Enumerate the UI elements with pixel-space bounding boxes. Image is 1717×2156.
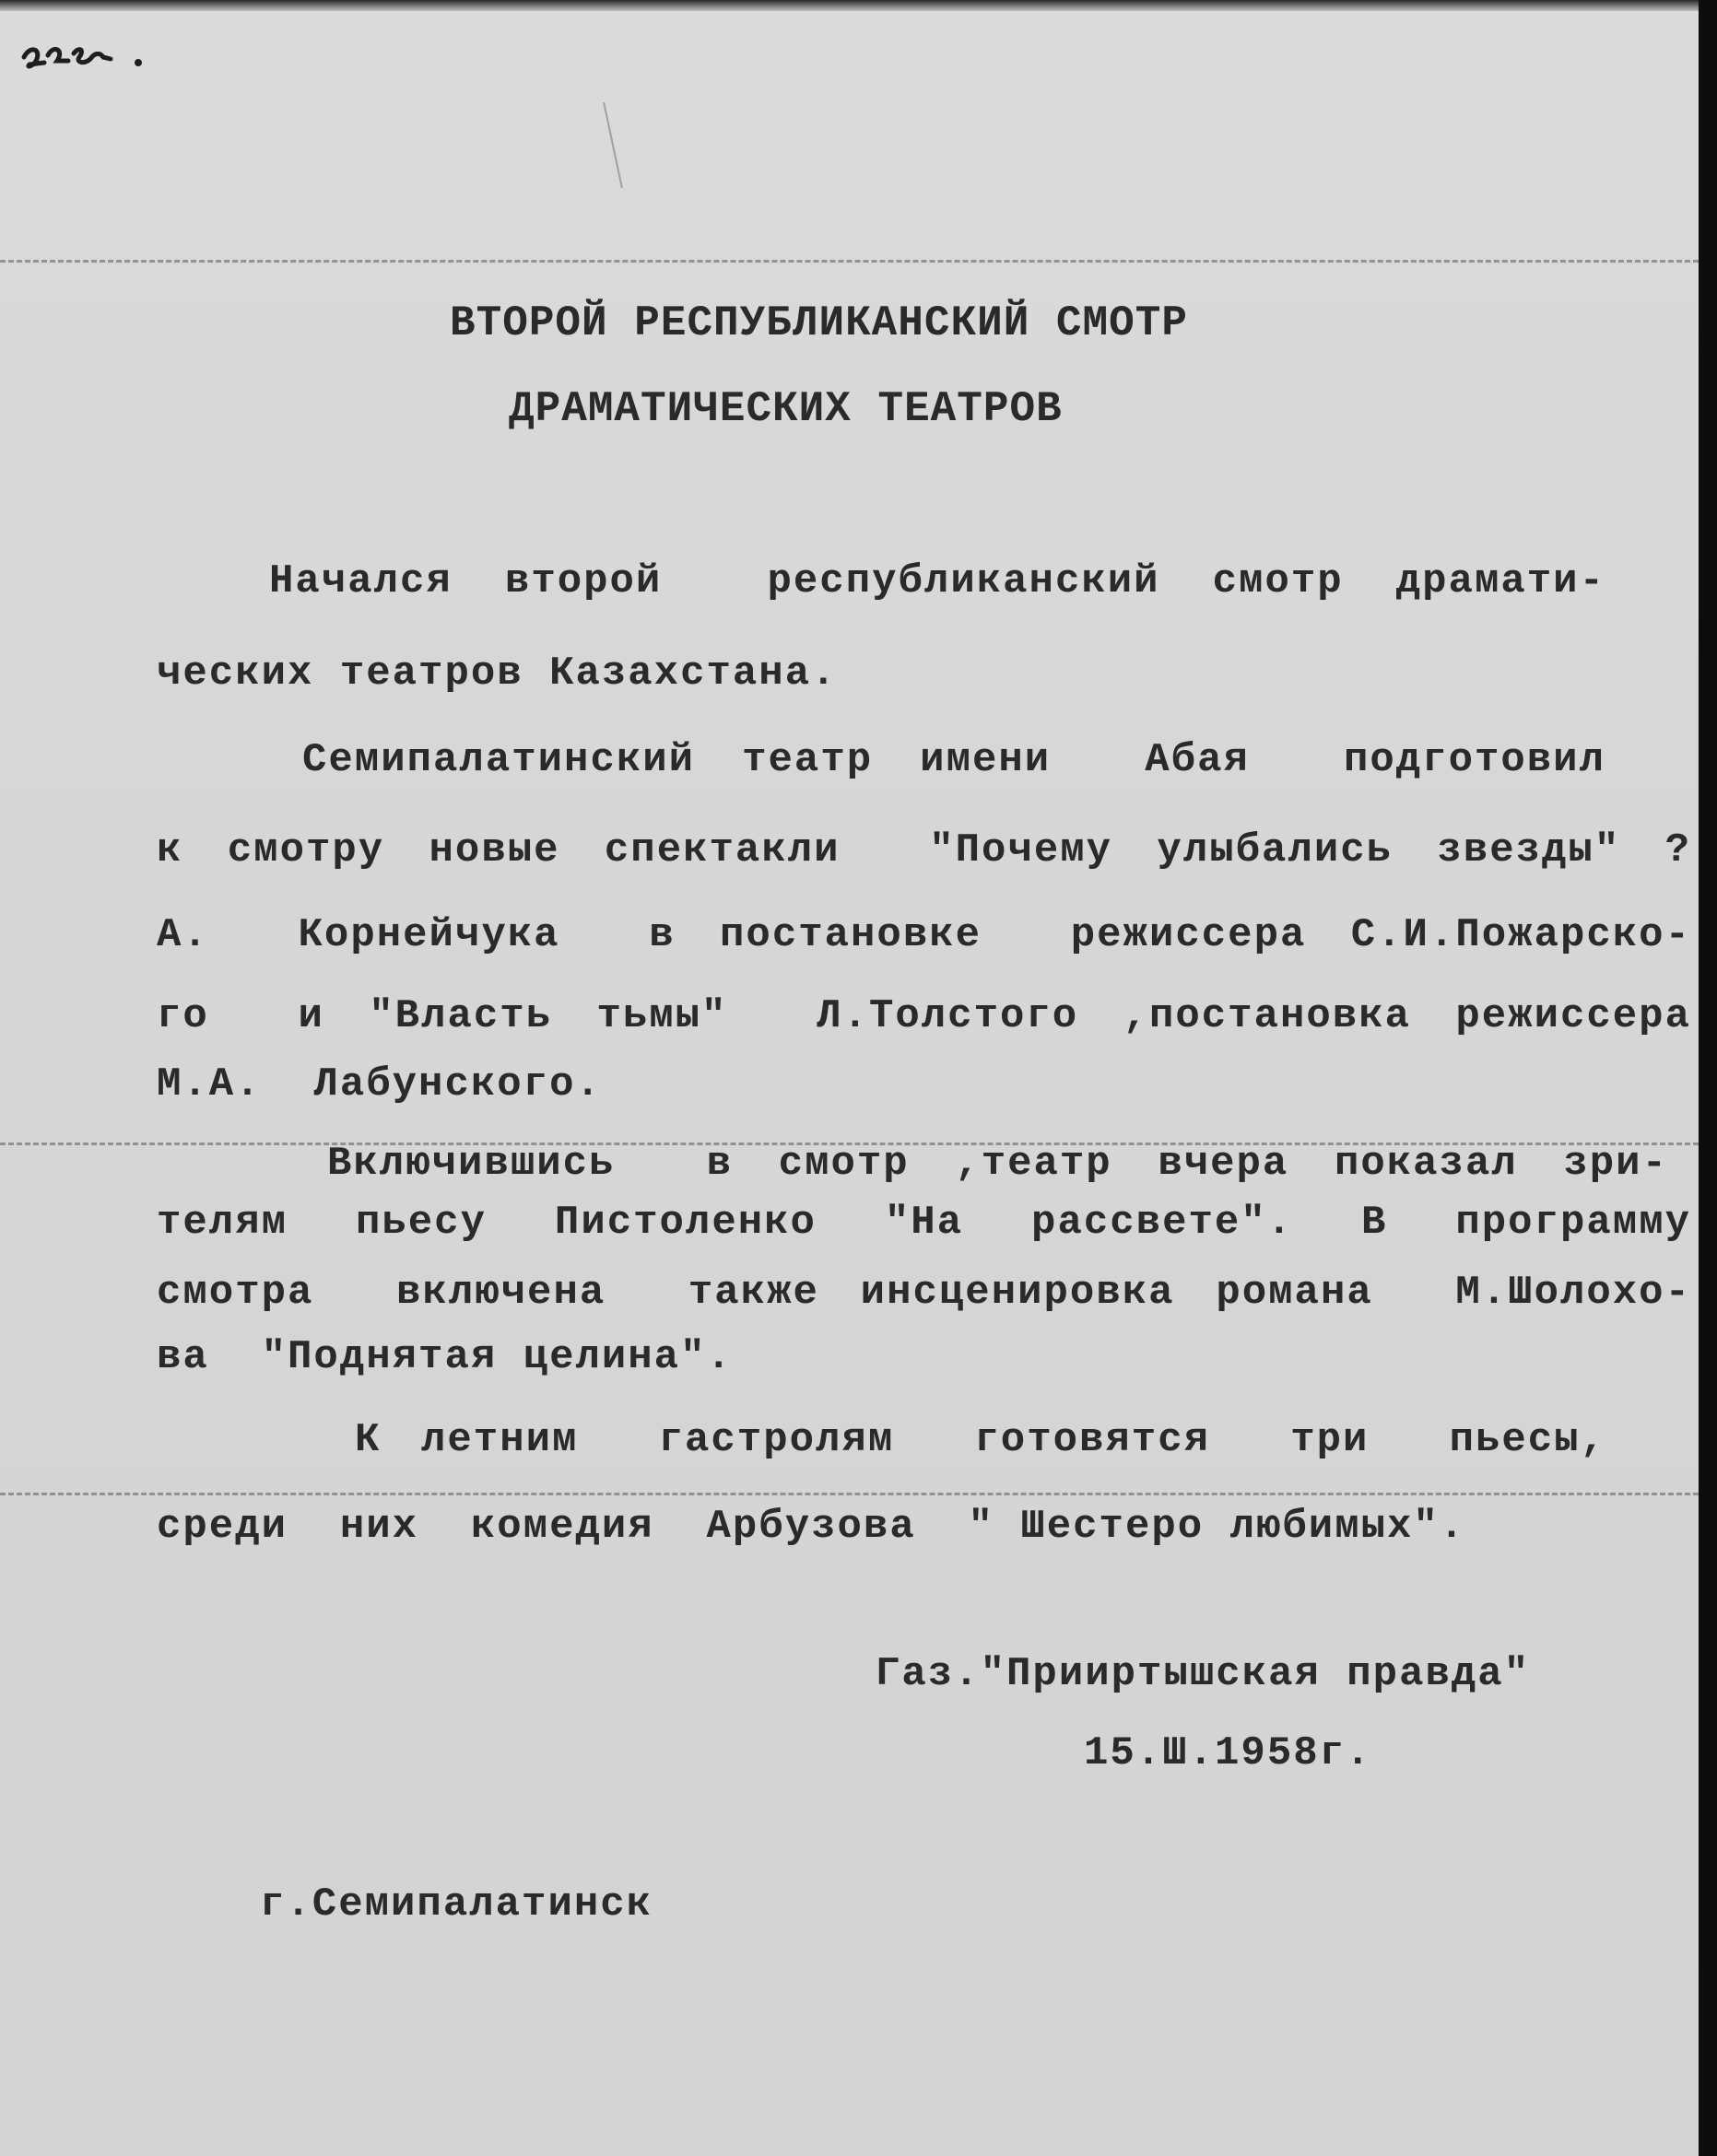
body-line-11: ва "Поднятая целина". <box>157 1334 733 1380</box>
title-line-2: ДРАМАТИЧЕСКИХ ТЕАТРОВ <box>509 385 1063 433</box>
body-line-7: М.А. Лабунского. <box>157 1061 602 1107</box>
body-line-12: К летним гастролям готовятся три пьесы, <box>355 1417 1606 1463</box>
body-line-13: среди них комедия Арбузова " Шестеро любимых". <box>157 1504 1466 1550</box>
body-line-3: Семипалатинский театр имени Абая подготовил <box>302 737 1605 783</box>
film-border-right <box>1699 0 1717 2156</box>
place-name: г.Семипалатинск <box>260 1881 653 1928</box>
fold-line-lower <box>0 1493 1699 1495</box>
body-line-2: ческих театров Казахстана. <box>157 650 838 697</box>
handwritten-archive-number <box>20 37 159 74</box>
film-scratch <box>603 102 623 188</box>
body-line-1: Начался второй республиканский смотр драмати- <box>269 558 1605 604</box>
body-line-5: А. Корнейчука в постановке режиссера С.И.Пожарско- <box>157 912 1691 958</box>
body-line-8: Включившись в смотр ,театр вчера показал зри- <box>327 1141 1668 1187</box>
body-line-4: к смотру новые спектакли "Почему улыбались звезды" ? <box>157 827 1691 873</box>
body-line-9: телям пьесу Пистоленко "На рассвете". В программу <box>157 1200 1691 1246</box>
source-date: 15.Ш.1958г. <box>1084 1730 1372 1776</box>
body-line-10: смотра включена также инсценировка романа М.Шолохо- <box>157 1270 1691 1316</box>
body-line-6: го и "Власть тьмы" Л.Толстого ,постановка режиссера <box>157 993 1691 1039</box>
fold-line-top <box>0 260 1699 263</box>
title-line-1: ВТОРОЙ РЕСПУБЛИКАНСКИЙ СМОТР <box>450 299 1188 347</box>
source-newspaper: Газ."Прииртышская правда" <box>876 1651 1531 1697</box>
page-top-shadow <box>0 0 1717 11</box>
